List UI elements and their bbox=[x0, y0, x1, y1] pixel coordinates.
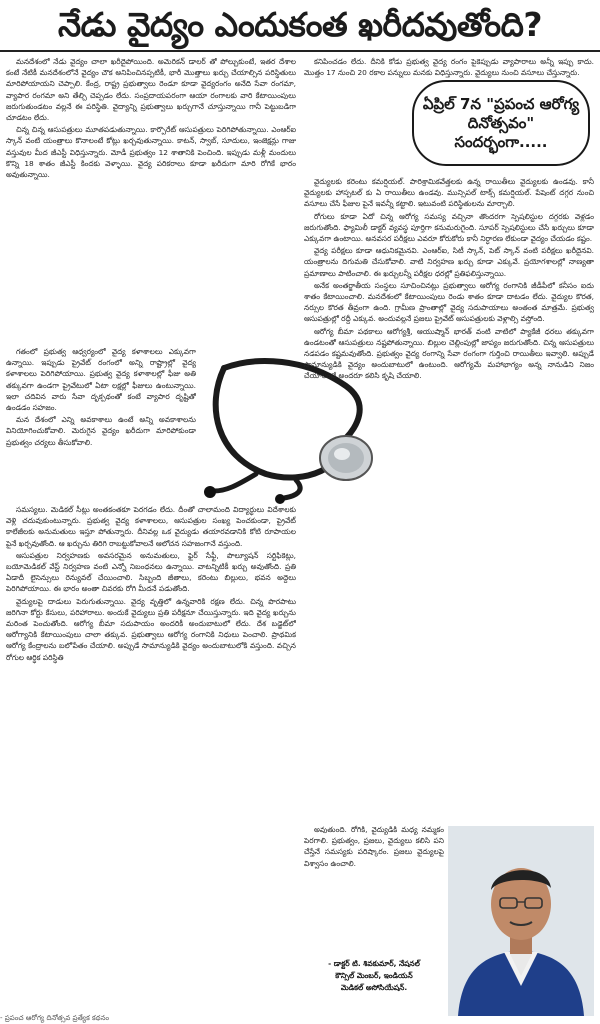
paragraph: చిన్న చిన్న ఆసుపత్రులు మూతపడుతున్నాయి. కార్పొరేట్ ఆసుపత్రులు పెరిగిపోతున్నాయి. ఎంఆర్ఐ స్కాన్ వంటి యంత్రాలు కొనాలంటే కోట్లు ఖర్చవుతున్నాయి. కాటన్, స్వాబ్, సూదులు, ఇంజెక్షన్లు గాజు వస్తువుల మీద జీఎస్టీ విధిస్తున్నారు. మోడీ ప్రభుత్వం 12 శాతానికి పెంచింది. ఇప్పుడు మళ్లీ మందులు కొన్ని 18 శాతం జీఎస్టీ కిందకు వెళ్ళాయి. వైద్య పరికరాలు కూడా ఖరీదుగా మారి రోగికే భారం అవుతున్నాయి. bbox=[6, 125, 296, 180]
author-photo bbox=[448, 826, 594, 1016]
author-name: - డాక్టర్ టి. శివకుమార్, నేషనల్ bbox=[328, 959, 420, 968]
author-byline bbox=[304, 958, 444, 994]
article-column-right-mid bbox=[304, 176, 594, 824]
article-column-left-mid bbox=[6, 346, 196, 504]
paragraph: వైద్య పరీక్షలు కూడా ఆధునికమైనవి. ఎంఆర్ఐ, సిటీ స్కాన్, పెట్ స్కాన్ వంటి పరీక్షలు ఖరీదైనవి. యంత్రాలను దిగుమతి చేసుకోవాలి. వాటి నిర్వహణ ఖర్చు కూడా ఎక్కువే. ప్రయోగశాలల్లో నాణ్యతా ప్రమాణాలు పాటించాలి. ఈ ఖర్చులన్నీ పరీక్షల ధరల్లో ప్రతిఫలిస్తున్నాయి. bbox=[304, 246, 594, 278]
headline-divider bbox=[0, 50, 600, 52]
paragraph: మన దేశంలో ఎన్ని అవకాశాలు ఉంటే అన్ని అవకాశాలను వినియోగించుకోవాలి. మెరుగైన వైద్యం ఖరీదుగా మారిపోకుండా ప్రభుత్వం చర్యలు తీసుకోవాలి. bbox=[6, 415, 196, 447]
paragraph: మనదేశంలో నేడు వైద్యం చాలా ఖరీదైపోయింది. అమెరికన్ డాలర్ తో పోల్చుకుంటే, ఇతర దేశాల కంటే నేటికీ మనదేశంలోనే వైద్యం చౌక అనిపించినప్పటికీ, భారీ మొత్తాలు ఖర్చు చేయాల్సిన పరిస్థితులు మారిపోయాయని చెప్పాలి. కేంద్ర, రాష్ట్ర ప్రభుత్వాలు రెండూ కూడా వైద్యరంగం అనేది సేవా రంగమా, వ్యాపార రంగమా అని తేల్చి చెప్పడం లేదు. సంప్రదాయపరంగా ఆయా రంగాలకు వారి కేటాయింపులు జరుగుతుండటం వల్లనే ఈ పరిస్థితి. వైద్యాన్ని ప్రభుత్వాలు ఖర్చుగానే చూస్తున్నాయి గానీ పెట్టుబడిగా చూడటం లేదు. bbox=[6, 57, 296, 123]
headline: నేడు వైద్యం ఎందుకంత ఖరీదవుతోంది? bbox=[57, 5, 543, 44]
page-footer-text: - ప్రపంచ ఆరోగ్య దినోత్సవ ప్రత్యేక కథనం bbox=[0, 1014, 110, 1022]
paragraph: అవుతుంది. రోగికి, వైద్యుడికి మధ్య నమ్మకం పెరగాలి. ప్రభుత్వం, ప్రజలు, వైద్యులు కలిసి పని చేస్తేనే సమస్యకు పరిష్కారం. ప్రజలు వైద్యులపై విశ్వాసం ఉంచాలి. bbox=[304, 825, 444, 868]
paragraph: ఆసుపత్రుల నిర్వహణకు అవసరమైన అనుమతులు, ఫైర్ సేఫ్టీ, పొల్యూషన్ సర్టిఫికెట్లు, బయోమెడికల్ వేస్ట్ నిర్వహణ వంటి ఎన్నో నిబంధనలు ఉన్నాయి. వాటన్నిటికీ ఖర్చు అవుతోంది. ప్రతి ఏడాదీ లైసెన్సులు రెన్యువల్ చేయించాలి. సిబ్బంది జీతాలు, కరెంటు బిల్లులు, భవన అద్దెలు పెరిగిపోయాయి. ఈ భారం అంతా చివరకు రోగి మీదనే పడుతోంది. bbox=[6, 550, 296, 594]
author-role: కౌన్సిల్ మెంబర్, ఇండియన్ bbox=[335, 971, 413, 980]
paragraph: వైద్యులకు కరెంటు కమర్షియల్. పారిశ్రామికవేత్తలకు ఉన్న రాయితీలు వైద్యులకు ఉండవు. కానీ వైద్యులకు హాస్పటల్ కు ఏ రాయితీలు ఉండవు. మున్సిపల్ టాక్స్ కమర్షియల్. పేషెంట్ దగ్గర నుంచి వసూలు చేసే ఫీజుల పైనే ఇవన్నీ కట్టాలి. ఇటువంటి పరిస్థితులను మార్చాలి. bbox=[304, 177, 594, 209]
paragraph: సమస్యలు. మెడికల్ సీట్లు అంతకంతకూ పెరగడం లేదు. దీంతో చాలామంది విద్యార్థులు విదేశాలకు వెళ్లి చదువుకుంటున్నారు. ప్రభుత్వ వైద్య కళాశాలలు, ఆసుపత్రుల సంఖ్య పెంచకుండా, ప్రైవేట్ కాలేజీలకు అనుమతులు ఇస్తూ పోతున్నారు. దీనివల్ల ఒక వైద్యుడు తయారవడానికి కోటి రూపాయల పైనే ఖర్చవుతోంది. ఆ ఖర్చును తిరిగి రాబట్టుకోవాలనే ఆలోచన సహజంగానే వస్తుంది. bbox=[6, 505, 296, 548]
paragraph: వైద్యులపై దాడులు పెరుగుతున్నాయి. వైద్య వృత్తిలో ఉన్నవారికి రక్షణ లేదు. చిన్న పొరపాటు జరిగినా కోర్టు కేసులు, పరిహారాలు. అందుకే వైద్యులు ప్రతి పరీక్షనూ చేయిస్తున్నారు. ఇది వైద్య ఖర్చును మరింత పెంచుతోంది. ఆరోగ్య బీమా సదుపాయం అందరికీ అందుబాటులో లేదు. దేశ బడ్జెట్‌లో ఆరోగ్యానికి కేటాయింపులు చాలా తక్కువ. ప్రభుత్వాలు ఆరోగ్య రంగానికి నిధులు పెంచాలి. ప్రాథమిక ఆరోగ్య కేంద్రాలను బలోపేతం చేయాలి. అప్పుడే సామాన్యుడికి వైద్యం అందుబాటులోకి వస్తుంది. వచ్చిన రోగుల ఆర్థిక పరిస్థితి bbox=[6, 596, 296, 662]
event-callout: ఏప్రిల్ 7న "ప్రపంచ ఆరోగ్య దినోత్సవం" సందర్భంగా..... bbox=[412, 80, 590, 166]
paragraph: గతంలో ప్రభుత్వ ఆధ్వర్యంలో వైద్య కళాశాలలు ఎక్కువగా ఉన్నాయి. ఇప్పుడు ప్రైవేట్ రంగంలో అన్ని రాష్ట్రాల్లో వైద్య కళాశాలలు పెరిగిపోయాయి. ప్రభుత్వ వైద్య కళాశాలల్లో ఫీజు అతి తక్కువగా ఉండగా ప్రైవేటులో ఏటా లక్షల్లో ఫీజులు ఉంటున్నాయి. ఇలా చదివిన వారు సేవా దృక్పథంతో కంటే వ్యాపార దృష్టితో ఉండడం సహజం. bbox=[6, 347, 196, 413]
paragraph: కనిపించడం లేదు. దీనికి కోడు ప్రభుత్వ వైద్య రంగం పైకెప్పుడు వ్యాపారాలు అన్నీ ఇప్పు కాదు. మొత్తం 17 నుంచి 20 రకాల పన్నులు మనకు విధిస్తున్నారు. వైద్యులు నుంచి వసూలు చేస్తున్నారు. bbox=[304, 57, 594, 78]
article-column-left-bottom bbox=[6, 504, 296, 1004]
paragraph: ఆరోగ్య బీమా పథకాలు ఆరోగ్యశ్రీ, ఆయుష్మాన్ భారత్ వంటి వాటిలో ప్యాకేజీ ధరలు తక్కువగా ఉండటంతో ఆసుపత్రులు నష్టపోతున్నాయి. బిల్లుల చెల్లింపుల్లో జాప్యం జరుగుతోంది. చిన్న ఆసుపత్రులు నడపడం కష్టమవుతోంది. ప్రభుత్వం వైద్య రంగాన్ని సేవా రంగంగా గుర్తించి రాయితీలు ఇవ్వాలి. అప్పుడే సామాన్యుడికి వైద్యం అందుబాటులో ఉంటుంది. ఆరోగ్యమే మహాభాగ్యం అన్న నానుడిని నిజం చేయాలంటే అందరూ కలిసి కృషి చేయాలి. bbox=[304, 326, 594, 381]
article-column-left-top bbox=[6, 56, 296, 346]
author-org: మెడికల్ అసోసియేషన్. bbox=[340, 983, 408, 992]
paragraph: రోగులు కూడా ఏదో చిన్న ఆరోగ్య సమస్య వచ్చినా తొందరగా స్పెషలిస్టుల దగ్గరకు వెళ్లడం జరుగుతోంది. ఫ్యామిలీ డాక్టర్ వ్యవస్థ పూర్తిగా కనుమరుగైంది. సూపర్ స్పెషలిస్టులు చేసే ఖర్చులు కూడా ఎక్కువగా ఉంటాయి. అనవసర పరీక్షలు ఎవరూ కోరుకోరు కానీ నిర్ధారణ లేకుండా వైద్యం చేయడం కష్టం. bbox=[304, 211, 594, 244]
paragraph: అనేక అంతర్జాతీయ సంస్థలు సూచించినట్లు ప్రభుత్వాలు ఆరోగ్య రంగానికి జీడీపీలో కనీసం ఐదు శాతం కేటాయించాలి. మనదేశంలో కేటాయింపులు రెండు శాతం కూడా దాటడం లేదు. వైద్యుల కొరత, నర్సుల కొరత తీవ్రంగా ఉంది. గ్రామీణ ప్రాంతాల్లో వైద్య సదుపాయాలు అంతంత మాత్రమే. ప్రభుత్వ ఆసుపత్రుల్లో రద్దీ ఎక్కువ. అందువల్లనే ప్రజలు ప్రైవేట్ ఆసుపత్రులకు వెళ్లాల్సి వస్తోంది. bbox=[304, 280, 594, 324]
